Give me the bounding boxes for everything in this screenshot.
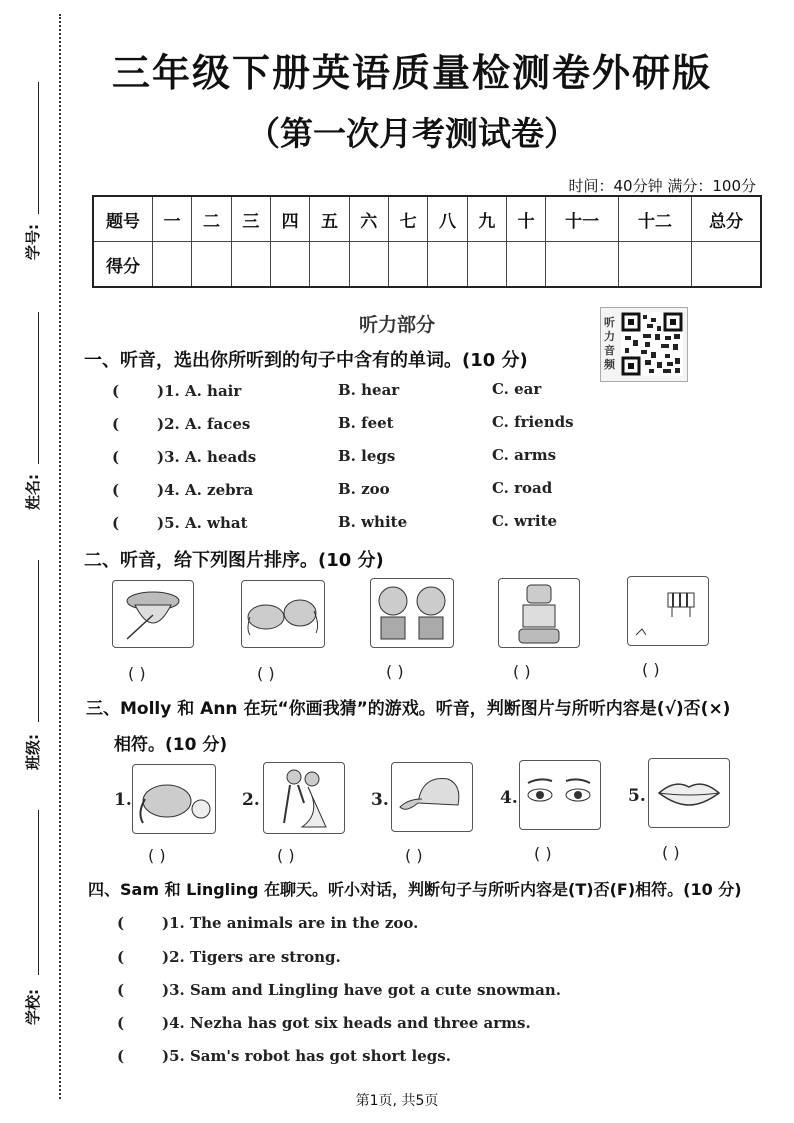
answer-paren[interactable]: ( [112, 448, 120, 466]
answer-paren[interactable]: ( [112, 514, 120, 532]
score-cell[interactable] [506, 242, 545, 288]
statement-text: )1. The animals are in the zoo. [162, 914, 419, 932]
picture-5 [627, 576, 709, 646]
school-line [38, 810, 39, 975]
table-cell: 二 [192, 196, 231, 242]
time-info: 时间：40分钟 满分：100分 [568, 177, 756, 195]
table-cell: 得分 [93, 242, 153, 288]
score-table [92, 195, 762, 288]
answer-paren[interactable]: ( ) [257, 664, 275, 683]
elephant-icon [133, 765, 215, 833]
table-cell: 十一 [546, 196, 619, 242]
question-option-c: C. write [492, 512, 558, 530]
score-table-score-row [93, 242, 761, 288]
table-cell: 四 [270, 196, 309, 242]
table-cell: 三 [231, 196, 270, 242]
score-cell[interactable] [270, 242, 309, 288]
picture-5 [648, 758, 730, 828]
zebra-icon [628, 577, 708, 645]
score-cell[interactable] [231, 242, 270, 288]
page-subtitle: （第一次月考测试卷） [247, 114, 577, 153]
class-label: 班级: [24, 734, 42, 770]
statement-text: )5. Sam's robot has got short legs. [162, 1047, 451, 1065]
qr-code-icon [621, 312, 683, 376]
score-table-header-row [93, 196, 761, 242]
picture-1 [112, 580, 194, 648]
question-option-b: B. white [338, 513, 408, 531]
student-id-label: 学号: [24, 224, 42, 260]
question-option-c: C. friends [492, 413, 574, 431]
question-option-c: C. arms [492, 446, 557, 464]
picture-4 [498, 578, 580, 648]
question-option-c: C. ear [492, 380, 542, 398]
answer-paren[interactable]: ( [117, 914, 125, 932]
picture-3 [391, 762, 473, 832]
section4-title: 四、Sam 和 Lingling 在聊天。听小对话，判断句子与所听内容是(T)否(F)相符。(10 分) [88, 880, 742, 899]
question-option-b: B. zoo [338, 480, 390, 498]
answer-paren[interactable]: ( ) [534, 844, 552, 863]
elephants-icon [242, 581, 324, 647]
answer-paren[interactable]: ( ) [148, 846, 166, 865]
picture-number: 4. [500, 788, 518, 808]
picture-number: 1. [114, 790, 132, 810]
table-cell: 一 [153, 196, 192, 242]
statement-text: )2. Tigers are strong. [162, 948, 341, 966]
answer-paren[interactable]: ( [117, 981, 125, 999]
table-cell: 六 [349, 196, 388, 242]
table-cell: 五 [310, 196, 349, 242]
answer-paren[interactable]: ( ) [642, 660, 660, 679]
picture-number: 5. [628, 786, 646, 806]
answer-paren[interactable]: ( [112, 481, 120, 499]
question-option-a: )2. A. faces [157, 415, 251, 433]
question-option-b: B. hear [338, 381, 400, 399]
picture-4 [519, 760, 601, 830]
answer-paren[interactable]: ( ) [128, 664, 146, 683]
picture-1 [132, 764, 216, 834]
answer-paren[interactable]: ( ) [386, 662, 404, 681]
question-option-a: )5. A. what [157, 514, 248, 532]
question-option-a: )4. A. zebra [157, 481, 254, 499]
question-option-a: )3. A. heads [157, 448, 257, 466]
answer-paren[interactable]: ( ) [277, 846, 295, 865]
qr-label: 听力音频 [604, 316, 615, 371]
listening-heading: 听力部分 [358, 314, 435, 336]
picture-2 [263, 762, 345, 834]
page-footer: 第1页, 共5页 [355, 1093, 439, 1109]
name-label: 姓名: [24, 474, 42, 510]
cap-icon [392, 763, 472, 831]
score-cell[interactable] [153, 242, 192, 288]
qr-code[interactable] [600, 307, 688, 382]
score-cell[interactable] [310, 242, 349, 288]
answer-paren[interactable]: ( [117, 948, 125, 966]
score-cell[interactable] [349, 242, 388, 288]
section3-title-line2: 相符。(10 分) [114, 735, 228, 755]
table-cell: 十 [506, 196, 545, 242]
answer-paren[interactable]: ( [112, 415, 120, 433]
tongue-icon [113, 581, 193, 647]
table-cell: 十二 [619, 196, 692, 242]
score-cell[interactable] [546, 242, 619, 288]
section3-title: 三、Molly 和 Ann 在玩“你画我猜”的游戏。听音，判断图片与所听内容是(√)否(×) [86, 699, 731, 719]
answer-paren[interactable]: ( ) [513, 662, 531, 681]
statement-text: )3. Sam and Lingling have got a cute snowman. [162, 981, 562, 999]
score-cell[interactable] [692, 242, 762, 288]
answer-paren[interactable]: ( [117, 1047, 125, 1065]
picture-2 [241, 580, 325, 648]
score-cell[interactable] [428, 242, 467, 288]
class-line [38, 560, 39, 722]
score-cell[interactable] [388, 242, 427, 288]
answer-paren[interactable]: ( ) [662, 843, 680, 862]
dancers-icon [264, 763, 344, 833]
section2-title: 二、听音，给下列图片排序。(10 分) [84, 550, 384, 571]
binding-dotted-line [59, 14, 61, 1099]
table-cell: 题号 [93, 196, 153, 242]
score-cell[interactable] [619, 242, 692, 288]
question-option-a: )1. A. hair [157, 382, 242, 400]
score-cell[interactable] [467, 242, 506, 288]
lips-icon [649, 759, 729, 827]
table-cell: 七 [388, 196, 427, 242]
question-option-c: C. road [492, 479, 553, 497]
table-cell: 总分 [692, 196, 762, 242]
table-cell: 九 [467, 196, 506, 242]
school-label: 学校: [24, 989, 42, 1025]
page-title: 三年级下册英语质量检测卷外研版 [111, 51, 712, 95]
score-cell[interactable] [192, 242, 231, 288]
picture-3 [370, 578, 454, 648]
statement-text: )4. Nezha has got six heads and three arms. [162, 1014, 531, 1032]
robot-icon [499, 579, 579, 647]
question-option-b: B. legs [338, 447, 396, 465]
section1-title: 一、听音，选出你所听到的句子中含有的单词。(10 分) [84, 350, 528, 371]
answer-paren[interactable]: ( [112, 382, 120, 400]
picture-number: 3. [371, 790, 389, 810]
table-cell: 八 [428, 196, 467, 242]
picture-number: 2. [242, 790, 260, 810]
answer-paren[interactable]: ( ) [405, 846, 423, 865]
eyes-icon [520, 761, 600, 829]
answer-paren[interactable]: ( [117, 1014, 125, 1032]
question-option-b: B. feet [338, 414, 394, 432]
lions-icon [371, 579, 453, 647]
